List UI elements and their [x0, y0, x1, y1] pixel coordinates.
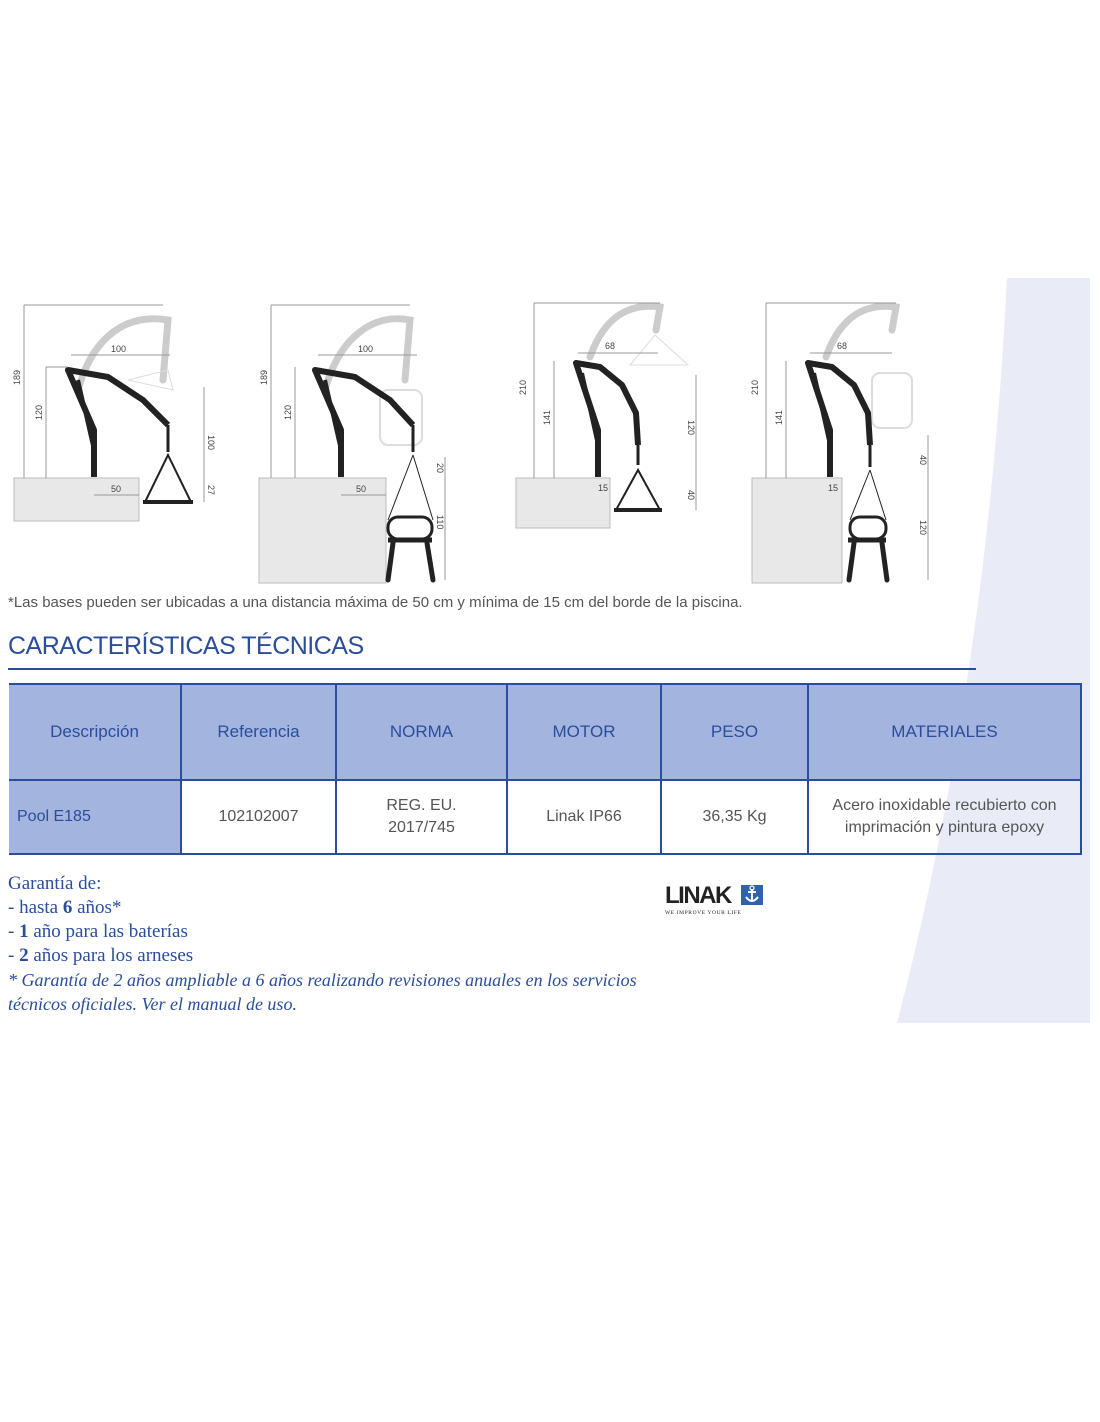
warranty-block: [8, 872, 637, 1016]
diagram-dim-label: 189: [259, 369, 269, 385]
diagram-dim-label: 210: [750, 379, 760, 395]
diagram-dim-label: 15: [828, 483, 839, 493]
warranty-item-number: 1: [19, 921, 29, 942]
table-row: [9, 780, 1081, 854]
diagram-dim-label: 40: [918, 455, 928, 466]
diagram-dim-label: 120: [686, 420, 696, 436]
warranty-item: [8, 896, 637, 920]
diagram-2: [255, 295, 480, 590]
cell-descripcion: Pool E185: [9, 780, 181, 854]
linak-logo-wordmark: LINAK: [665, 882, 731, 909]
warranty-item-suffix: año para las baterías: [28, 921, 188, 942]
warranty-item-suffix: años para los arneses: [28, 945, 194, 966]
section-title: CARACTERÍSTICAS TÉCNICAS: [8, 632, 364, 660]
lift-dimension-diagrams: [0, 295, 950, 590]
warranty-item: [8, 944, 637, 968]
column-header-descripcion: Descripción: [9, 684, 181, 780]
diagram-dim-label: 68: [837, 341, 848, 351]
cell-materiales: [808, 780, 1081, 854]
warranty-heading: Garantía de:: [8, 873, 102, 894]
cell-norma-line: REG. EU.: [386, 797, 457, 814]
cell-materiales-line: Acero inoxidable recubierto con: [832, 797, 1057, 814]
cell-referencia: 102102007: [181, 780, 336, 854]
diagram-dim-label: 27: [206, 485, 216, 496]
warranty-item-number: 6: [62, 897, 73, 918]
diagram-dim-label: 20: [435, 463, 445, 474]
base-placement-note: *Las bases pueden ser ubicadas a una distancia máxima de 50 cm y mínima de 15 cm del borde de la piscina.: [8, 594, 743, 611]
warranty-footnote: * Garantía de 2 años ampliable a 6 años realizando revisiones anuales en los servicios: [8, 970, 637, 990]
diagram-dim-label: 68: [605, 341, 616, 351]
diagram-dim-label: 50: [111, 484, 122, 494]
diagram-dim-label: 189: [12, 369, 22, 385]
cell-peso: 36,35 Kg: [661, 780, 808, 854]
column-header-motor: MOTOR: [507, 684, 661, 780]
cell-norma: [336, 780, 507, 854]
diagram-dim-label: 15: [598, 483, 609, 493]
diagram-4: [746, 295, 946, 590]
diagram-dim-label: 100: [358, 344, 374, 354]
warranty-item-number: 2: [19, 945, 29, 966]
diagram-dim-label: 100: [206, 435, 216, 451]
diagram-dim-label: 110: [435, 515, 445, 530]
linak-logo: [665, 881, 765, 921]
cell-motor: Linak IP66: [507, 780, 661, 854]
cell-materiales-line: imprimación y pintura epoxy: [844, 819, 1045, 836]
cell-norma-line: 2017/745: [388, 819, 455, 836]
column-header-referencia: Referencia: [181, 684, 336, 780]
table-header-row: [9, 684, 1081, 780]
diagram-dim-label: 210: [518, 379, 528, 395]
diagram-dim-label: 100: [111, 344, 127, 354]
warranty-item-suffix: años*: [72, 897, 122, 918]
diagram-3: [510, 295, 720, 590]
column-header-materiales: MATERIALES: [808, 684, 1081, 780]
diagram-dim-label: 120: [34, 404, 44, 420]
warranty-item: [8, 920, 637, 944]
warranty-item-prefix: -: [8, 921, 20, 942]
diagram-dim-label: 141: [542, 409, 552, 425]
warranty-item-prefix: -: [8, 945, 20, 966]
specs-table: [9, 683, 1082, 855]
column-header-norma: NORMA: [336, 684, 507, 780]
diagram-dim-label: 120: [283, 404, 293, 420]
warranty-footnote: técnicos oficiales. Ver el manual de uso.: [8, 994, 297, 1014]
diagram-dim-label: 141: [774, 409, 784, 425]
warranty-item-prefix: - hasta: [8, 897, 63, 918]
linak-logo-tagline: WE IMPROVE YOUR LIFE: [665, 910, 742, 916]
section-title-rule: [8, 668, 976, 670]
diagram-dim-label: 120: [918, 520, 928, 536]
diagram-dim-label: 40: [686, 490, 696, 501]
diagram-1: [8, 295, 223, 590]
diagram-dim-label: 50: [356, 484, 367, 494]
column-header-peso: PESO: [661, 684, 808, 780]
